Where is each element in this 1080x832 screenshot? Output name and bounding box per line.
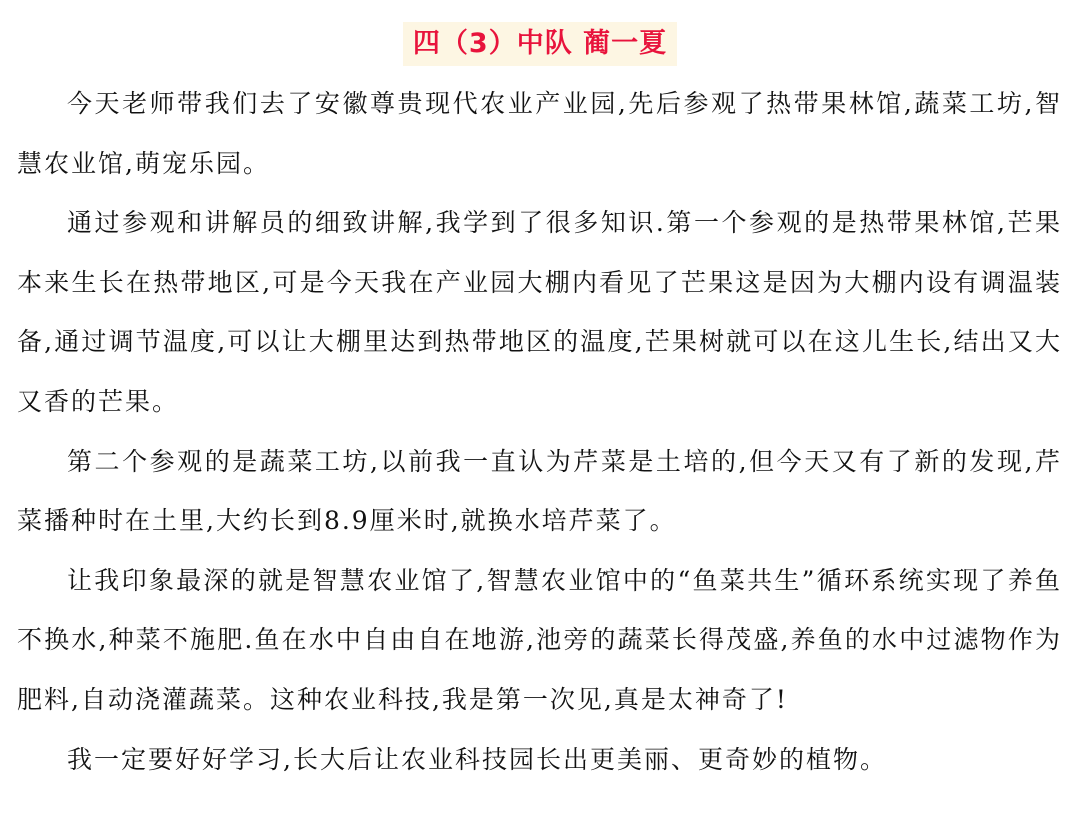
essay-title: 四（3）中队 蔺一夏 xyxy=(403,22,677,66)
essay-body xyxy=(17,74,1062,789)
paragraph-4: 让我印象最深的就是智慧农业馆了,智慧农业馆中的“鱼菜共生”循环系统实现了养鱼不换水,种菜不施肥.鱼在水中自由自在地游,池旁的蔬菜长得茂盛,养鱼的水中过滤物作为肥料,自动浇灌蔬菜。这种农业科技,我是第一次见,真是太神奇了! xyxy=(17,565,1062,714)
paragraph-5: 我一定要好好学习,长大后让农业科技园长出更美丽、更奇妙的植物。 xyxy=(67,744,887,774)
paragraph-2: 通过参观和讲解员的细致讲解,我学到了很多知识.第一个参观的是热带果林馆,芒果本来生长在热带地区,可是今天我在产业园大棚内看见了芒果这是因为大棚内设有调温装备,通过调节温度,可以让大棚里达到热带地区的温度,芒果树就可以在这儿生长,结出又大又香的芒果。 xyxy=(17,208,1062,416)
paragraph-1: 今天老师带我们去了安徽尊贵现代农业产业园,先后参观了热带果林馆,蔬菜工坊,智慧农业馆,萌宠乐园。 xyxy=(17,89,1062,178)
title-container xyxy=(0,22,1080,66)
paragraph-3: 第二个参观的是蔬菜工坊,以前我一直认为芹菜是土培的,但今天又有了新的发现,芹菜播种时在土里,大约长到8.9厘米时,就换水培芹菜了。 xyxy=(17,446,1062,536)
